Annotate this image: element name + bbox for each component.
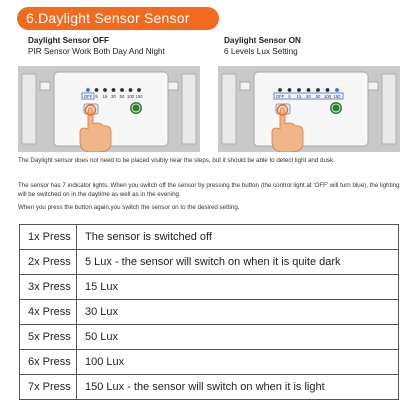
left-panel-heading: Daylight Sensor OFF [28, 36, 109, 45]
indicator-light-30 [112, 88, 116, 92]
indicator-light-15 [297, 88, 301, 92]
indicator-light-150 [335, 88, 339, 92]
effect-cell: 15 Lux [77, 275, 399, 300]
effect-cell: 5 Lux - the sensor will switch on when it is quite dark [77, 250, 399, 275]
scale-label: 100 [324, 94, 331, 99]
scale-label: OFF [275, 94, 285, 99]
scale-label: 100 [127, 94, 134, 99]
scale-label: 5 [288, 94, 291, 99]
press-count-cell: 4x Press [20, 300, 77, 325]
sensor-illustration-on [218, 66, 400, 152]
indicator-light-5 [95, 88, 99, 92]
press-settings-table [19, 224, 399, 400]
sensor-photo-off [18, 66, 200, 152]
indicator-light-off [278, 88, 282, 92]
scale-label: 30 [306, 94, 311, 99]
effect-cell: 50 Lux [77, 325, 399, 350]
indicator-light-off [86, 88, 90, 92]
table-row [20, 300, 399, 325]
scale-label: 150 [135, 94, 143, 99]
indicator-light-15 [103, 88, 107, 92]
scale-label: 150 [333, 94, 341, 99]
section-title: 6.Daylight Sensor Sensor [17, 7, 219, 30]
press-count-cell: 1x Press [20, 225, 77, 250]
table-row [20, 350, 399, 375]
description-paragraph: The Daylight sensor does not need to be placed visibly near the steps, but it should be able to detect light and dusk. [18, 157, 335, 164]
scale-label: 5 [95, 94, 98, 99]
effect-cell: 100 Lux [77, 350, 399, 375]
indicator-light-30 [307, 88, 311, 92]
press-count-cell: 2x Press [20, 250, 77, 275]
indicator-light-100 [129, 88, 133, 92]
press-count-cell: 6x Press [20, 350, 77, 375]
scale-label: 50 [315, 94, 321, 99]
effect-cell: 150 Lux - the sensor will switch on when it is light [77, 375, 399, 400]
press-count-cell: 5x Press [20, 325, 77, 350]
indicator-light-50 [120, 88, 124, 92]
indicator-light-150 [137, 88, 141, 92]
description-paragraph: The sensor has 7 indicator lights. When you switch off the sensor by pressing the button (the control light at 'OFF' will turn blue), the lighting will be switched on in the daytime as well as in the evening. [18, 182, 400, 198]
right-panel-heading: Daylight Sensor ON [224, 36, 301, 45]
scale-label: OFF [83, 94, 93, 99]
table-row [20, 375, 399, 400]
table-row [20, 275, 399, 300]
table-row [20, 325, 399, 350]
table-row [20, 250, 399, 275]
indicator-light-100 [326, 88, 330, 92]
scale-label: 30 [111, 94, 116, 99]
right-panel-subheading: 6 Levels Lux Setting [224, 47, 298, 56]
table-row [20, 225, 399, 250]
sensor-illustration-off [18, 66, 200, 152]
press-count-cell: 3x Press [20, 275, 77, 300]
scale-label: 15 [296, 94, 302, 99]
left-panel-subheading: PIR Sensor Work Both Day And Night [28, 47, 165, 56]
sensor-photo-on [218, 66, 400, 152]
press-count-cell: 7x Press [20, 375, 77, 400]
scale-label: 15 [102, 94, 108, 99]
left-panel-header [28, 36, 165, 56]
effect-cell: The sensor is switched off [77, 225, 399, 250]
scale-label: 50 [119, 94, 125, 99]
right-panel-header [224, 36, 301, 56]
indicator-light-50 [316, 88, 320, 92]
effect-cell: 30 Lux [77, 300, 399, 325]
indicator-light-5 [288, 88, 292, 92]
description-paragraph: When you press the button again,you switch the sensor on to the desired setting. [18, 204, 240, 211]
